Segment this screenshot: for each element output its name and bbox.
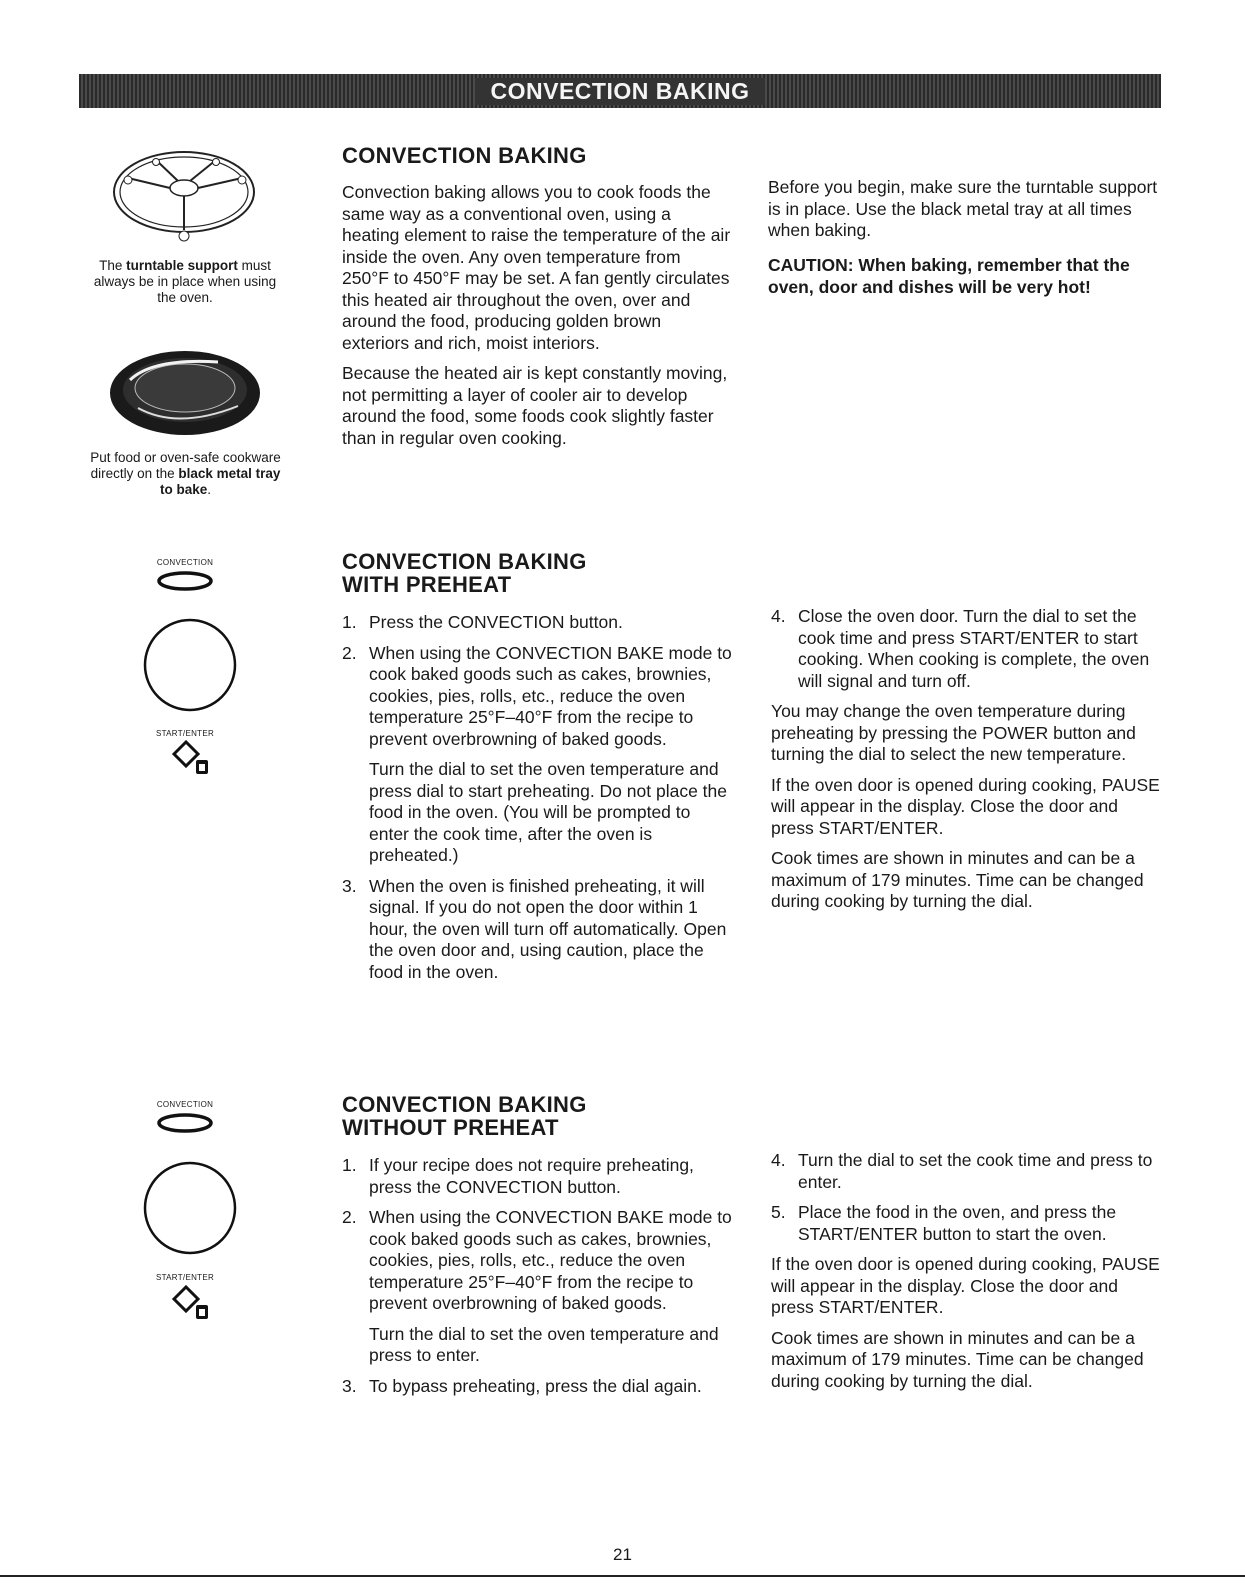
step-text: When using the CONVECTION BAKE mode to cook baked goods such as cakes, brownies, cookies, pies, rolls, etc., reduce the oven temperature 25°F–40°F from the recipe to prevent overbrowning of baked goods. <box>369 642 732 749</box>
page-number: 21 <box>613 1545 632 1564</box>
cook-times-note: Cook times are shown in minutes and can be a maximum of 179 minutes. Time can be changed during cooking by turning the dial. <box>771 848 1144 911</box>
step-item <box>771 1150 1161 1193</box>
convection-button-icon[interactable] <box>156 569 214 593</box>
convection-label: CONVECTION <box>156 558 214 567</box>
banner-title: CONVECTION BAKING <box>475 78 766 105</box>
no-preheat-steps-continued <box>771 1150 1161 1245</box>
dial-icon[interactable] <box>142 617 238 713</box>
step-number: 3. <box>342 875 357 896</box>
start-enter-label: START/ENTER <box>155 1273 215 1282</box>
start-enter-label: START/ENTER <box>155 729 215 738</box>
step-number: 4. <box>771 1150 786 1170</box>
step-item <box>342 1376 732 1398</box>
start-enter-button-icon[interactable] <box>168 1283 214 1323</box>
start-enter-button-icon[interactable] <box>168 738 214 778</box>
step-text: Turn the dial to set the oven temperature and press dial to start preheating. Do not place the food in the oven. (You will be prompted to enter the cook time, after the oven is preheated.) <box>369 759 727 865</box>
turntable-support-image <box>108 148 260 248</box>
step-item: 4. Close the oven door. Turn the dial to set the cook time and press START/ENTER to start cooking. When cooking is complete, the oven will signal and turn off. <box>771 606 1150 691</box>
step-text: Press the CONVECTION button. <box>369 612 623 632</box>
step-number: 2. <box>342 1207 357 1227</box>
air-paragraph: Because the heated air is kept constantly moving, not permitting a layer of cooler air to develop around the food, some foods cook slightly faster than in regular oven cooking. <box>342 363 728 448</box>
black-metal-tray-image <box>108 348 263 438</box>
step-item <box>342 643 732 867</box>
step-text: Turn the dial to set the cook time and press to enter. <box>798 1150 1153 1192</box>
step-text: Turn the dial to set the oven temperature and press to enter. <box>369 1323 719 1365</box>
preheat-steps-list <box>342 612 732 983</box>
step-text: When the oven is finished preheating, it will signal. If you do not open the door within 1 hour, the oven will turn off automatically. Open the oven door and, using caution, place the food in the oven. <box>369 875 727 982</box>
step-number: 2. <box>342 642 357 663</box>
no-preheat-steps-list <box>342 1155 732 1397</box>
preheat-heading: CONVECTION BAKING WITH PREHEAT <box>342 549 587 597</box>
bottom-rule <box>0 1575 1245 1577</box>
step-number: 1. <box>342 612 357 632</box>
turntable-note: Before you begin, make sure the turntable support is in place. Use the black metal tray at all times when baking. <box>768 177 1158 240</box>
step-item <box>342 876 732 984</box>
step-text: If your recipe does not require preheating, press the CONVECTION button. <box>369 1155 694 1197</box>
convection-button-icon[interactable] <box>156 1111 214 1135</box>
step-item <box>342 1207 732 1367</box>
step-text: To bypass preheating, press the dial again. <box>369 1375 702 1396</box>
section-banner <box>79 74 1161 108</box>
step-number: 3. <box>342 1375 357 1396</box>
turntable-caption: The turntable support must always be in place when using the oven. <box>93 258 277 305</box>
tray-caption: Put food or oven-safe cookware directly on the black metal tray to bake. <box>90 450 281 497</box>
section-heading: CONVECTION BAKING <box>342 143 587 168</box>
step-number: 1. <box>342 1155 357 1175</box>
step-item <box>342 1155 732 1198</box>
cook-times-note: Cook times are shown in minutes and can be a maximum of 179 minutes. Time can be changed during cooking by turning the dial. <box>771 1327 1144 1391</box>
preheat-steps-continued <box>771 606 1161 692</box>
caution-note: CAUTION: When baking, remember that the oven, door and dishes will be very hot! <box>768 254 1130 297</box>
dial-icon[interactable] <box>142 1160 238 1256</box>
step-number: 5. <box>771 1202 786 1222</box>
convection-label: CONVECTION <box>156 1100 214 1109</box>
no-preheat-heading: CONVECTION BAKING WITHOUT PREHEAT <box>342 1092 587 1140</box>
step-item <box>342 612 732 634</box>
step-text: When using the CONVECTION BAKE mode to cook baked goods such as cakes, brownies, cookies, pies, rolls, etc., reduce the oven temperature 25°F–40°F from the recipe to prevent overbrowning of baked goods. <box>369 1207 732 1313</box>
step-item <box>771 1202 1161 1245</box>
change-temperature-note: You may change the oven temperature during preheating by pressing the POWER button and turning the dial to select the new temperature. <box>771 701 1136 764</box>
door-open-note: If the oven door is opened during cooking, PAUSE will appear in the display. Close the door and press START/ENTER. <box>771 1254 1160 1317</box>
door-open-note: If the oven door is opened during cooking, PAUSE will appear in the display. Close the door and press START/ENTER. <box>771 774 1160 838</box>
intro-paragraph: Convection baking allows you to cook foods the same way as a conventional oven, using a heating element to raise the temperature of the air inside the oven. Any oven temperature from 250°F to 450°F may be set. A fan gently circulates this heated air throughout the oven, over and around the food, producing golden brown exteriors and rich, moist interiors. <box>342 182 731 353</box>
step-text: Place the food in the oven, and press the START/ENTER button to start the oven. <box>798 1202 1117 1244</box>
